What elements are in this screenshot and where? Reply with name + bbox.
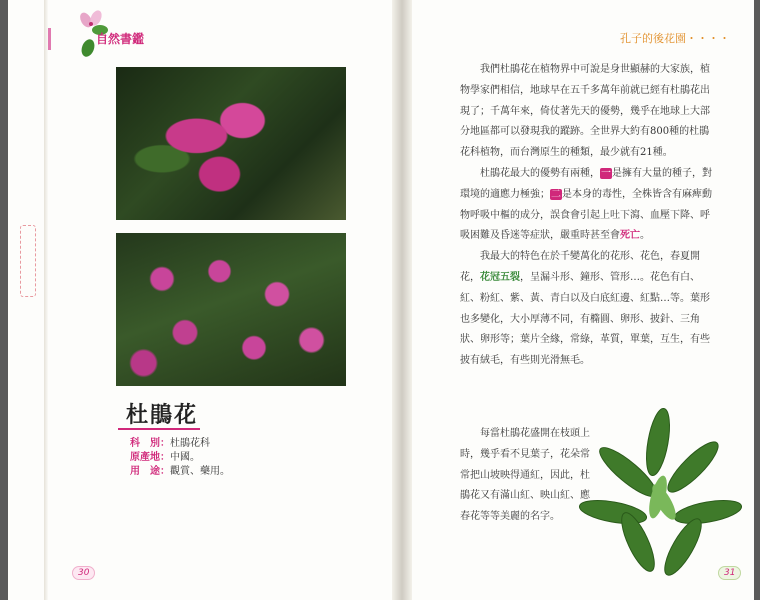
info-label: 用 途： — [130, 466, 170, 477]
text-span: ，呈漏斗形、鐘形、管形…。花色有白、紅、粉紅、紫、黃、青白以及白底紅邊、紅點…等。葉形也多變化，大小厚薄不同，有橢圓、卵形、披針、三角狀、卵形等；葉片全緣，常綠，革質，單葉，互生，有些披有絨毛，有些則光滑無毛。 — [460, 271, 710, 367]
azalea-bush-photo — [116, 233, 346, 386]
page-number-right: 31 — [718, 566, 741, 580]
highlight-death: 死亡 — [620, 230, 640, 242]
paragraph-2 — [460, 164, 718, 247]
page-number-left: 30 — [72, 566, 95, 580]
section-marker — [48, 28, 51, 50]
text-span: 我最大的特色在於千變萬化的花形、花色，春夏開花， — [460, 251, 700, 283]
body-text — [460, 60, 718, 372]
info-value: 中國。 — [170, 452, 200, 463]
paragraph-4: 每當杜鵑花盛開在枝頭上時，幾乎看不見葉子，花朵常常把山坡映得通紅，因此，杜鵑花又有滿山紅、映山紅、應春花等等美麗的名字。 — [460, 428, 590, 523]
info-label: 原產地： — [130, 452, 170, 463]
info-row-origin — [118, 448, 200, 463]
text-span: 。 — [640, 230, 650, 242]
highlight-one: 一 — [601, 167, 611, 179]
page-edge — [44, 0, 48, 600]
info-label: 科 別： — [130, 438, 170, 449]
heading-underline — [118, 428, 200, 430]
text-span: 是擁有大量的種子，對環境的適應力極強； — [460, 167, 712, 200]
book-gutter — [392, 0, 412, 600]
running-title: 孔子的後花園・・・・ — [620, 32, 730, 45]
paragraph-1: 我們杜鵑花在植物界中可說是身世顯赫的大家族，植物學家們相信，地球早在五千多萬年前就已經有杜鵑花出現了；千萬年來，倚仗著先天的優勢，幾乎在地球上大部分地區都可以發現我的蹤跡。全世界大約有800種的杜鵑花科植物，而台灣原生的種類，最少就有21種。 — [460, 64, 710, 159]
azalea-closeup-photo — [116, 67, 346, 220]
info-row-use — [118, 462, 230, 477]
info-value: 觀賞、藥用。 — [170, 466, 230, 477]
paragraph-3 — [460, 247, 718, 372]
plant-name-heading: 杜鵑花 — [126, 403, 199, 428]
info-value: 杜鵑花科 — [170, 438, 210, 449]
text-span: 是本身的毒性，全株皆含有麻痺動物呼吸中樞的成分，誤食會引起上吐下瀉、血壓下降、呼吸困難及昏迷等症狀，嚴重時甚至會 — [460, 188, 712, 242]
azalea-leaves-illustration — [568, 402, 748, 592]
highlight-petals: 花冠五裂 — [480, 271, 520, 283]
info-row-family — [118, 434, 210, 449]
text-span: 杜鵑花最大的優勢有兩種， — [480, 167, 600, 179]
library-stamp — [20, 225, 36, 297]
section-title: 自然書鑑 — [96, 32, 145, 46]
highlight-two: 二 — [551, 188, 561, 200]
